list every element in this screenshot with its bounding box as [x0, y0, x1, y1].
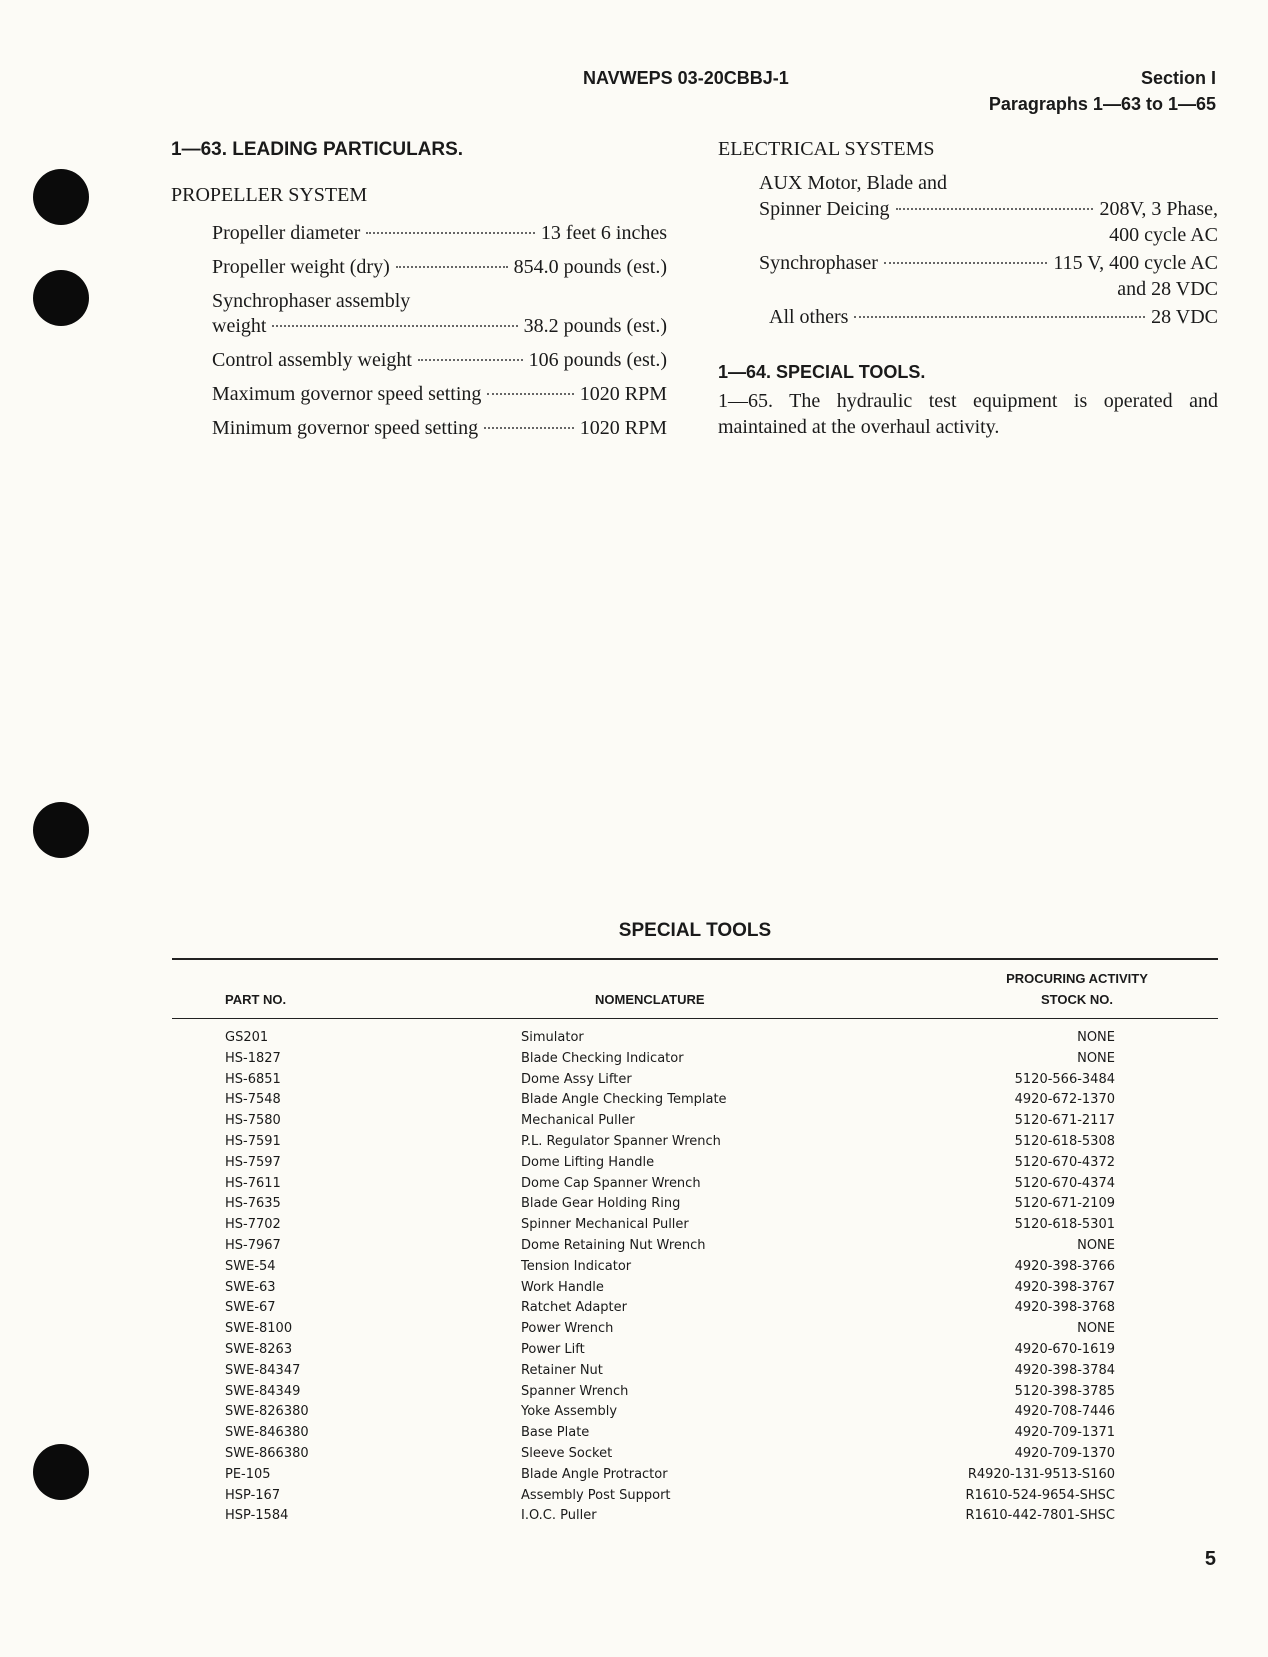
part-number: SWE-8263 [225, 1342, 293, 1357]
electrical-heading: ELECTRICAL SYSTEMS [718, 138, 935, 160]
part-number: HS-7548 [225, 1092, 281, 1108]
nomenclature: Ratchet Adapter [521, 1300, 627, 1316]
section-heading: 1—63. LEADING PARTICULARS. [171, 139, 464, 160]
stock-number: 5120-618-5301 [1014, 1217, 1115, 1233]
table-row [0, 1176, 1268, 1196]
nomenclature: Base Plate [521, 1425, 590, 1441]
stock-number: 5120-398-3785 [1014, 1383, 1115, 1399]
table-row [0, 1467, 1268, 1487]
part-number: PE-105 [225, 1466, 271, 1482]
nomenclature: Blade Gear Holding Ring [521, 1196, 681, 1212]
part-number: SWE-826380 [225, 1404, 309, 1420]
table-row [0, 1155, 1268, 1175]
part-number: HSP-1584 [225, 1508, 289, 1524]
part-number: HS-7967 [225, 1238, 281, 1253]
stock-number: 5120-618-5308 [1014, 1134, 1115, 1149]
nomenclature: Dome Cap Spanner Wrench [521, 1175, 701, 1191]
part-number: HS-7580 [225, 1113, 281, 1129]
nomenclature: Spanner Wrench [521, 1383, 629, 1399]
nomenclature: Retainer Nut [521, 1362, 603, 1378]
table-row [0, 1321, 1268, 1341]
part-number: HSP-167 [225, 1487, 281, 1503]
stock-number: 4920-398-3784 [1014, 1362, 1115, 1378]
part-number: SWE-63 [225, 1279, 276, 1295]
spec-row: All others 28 VDC [769, 306, 1218, 328]
paragraph-line: 1—65. The hydraulic test equipment is operated and [718, 390, 1218, 412]
stock-number: NONE [1077, 1050, 1115, 1066]
table-header-rule [172, 1018, 1218, 1019]
col-header-nomenclature: NOMENCLATURE [595, 992, 705, 1007]
nomenclature: Blade Angle Checking Template [521, 1092, 727, 1108]
table-row [0, 1488, 1268, 1508]
stock-number: R4920-131-9513-S160 [967, 1466, 1115, 1482]
spec-row: Minimum governor speed setting 1020 RPM [212, 417, 667, 439]
spec-row: weight 38.2 pounds (est.) [212, 315, 667, 337]
table-row [0, 1404, 1268, 1424]
part-number: HS-7702 [225, 1217, 281, 1233]
table-row [0, 1259, 1268, 1279]
part-number: SWE-846380 [225, 1425, 309, 1441]
part-number: SWE-8100 [225, 1321, 293, 1337]
nomenclature: Simulator [521, 1030, 584, 1045]
binder-hole [33, 802, 89, 858]
binder-hole [33, 169, 89, 225]
table-row [0, 1508, 1268, 1528]
paragraphs-label: Paragraphs 1—63 to 1—65 [988, 94, 1216, 114]
spec-label-line: Synchrophaser assembly [212, 290, 411, 312]
part-number: SWE-84349 [225, 1383, 301, 1399]
part-number: SWE-54 [225, 1258, 276, 1274]
spec-value-line: and 28 VDC [1117, 278, 1218, 300]
spec-row: Control assembly weight 106 pounds (est.) [212, 349, 667, 371]
part-number: HS-7635 [225, 1196, 281, 1212]
table-row [0, 1425, 1268, 1445]
nomenclature: Blade Checking Indicator [521, 1050, 684, 1066]
table-row [0, 1238, 1268, 1258]
spec-row: Maximum governor speed setting 1020 RPM [212, 383, 667, 405]
spec-row: Synchrophaser 115 V, 400 cycle AC [759, 252, 1218, 274]
spec-row: Propeller diameter 13 feet 6 inches [212, 222, 667, 244]
table-row [0, 1363, 1268, 1383]
table-row [0, 1300, 1268, 1320]
nomenclature: Power Lift [521, 1342, 585, 1357]
col-header-part: PART NO. [225, 992, 287, 1007]
part-number: HS-7597 [225, 1154, 281, 1170]
paragraph-line: maintained at the overhaul activity. [718, 416, 1000, 438]
page-number: 5 [1204, 1548, 1216, 1570]
table-row [0, 1384, 1268, 1404]
part-number: GS201 [225, 1030, 269, 1045]
subheading: PROPELLER SYSTEM [171, 184, 368, 206]
stock-number: 5120-671-2117 [1014, 1113, 1115, 1129]
part-number: SWE-84347 [225, 1362, 301, 1378]
table-row [0, 1280, 1268, 1300]
nomenclature: Tension Indicator [521, 1258, 632, 1274]
spec-row: Propeller weight (dry) 854.0 pounds (est.) [212, 256, 667, 278]
stock-number: 4920-709-1371 [1014, 1425, 1115, 1441]
stock-number: 4920-670-1619 [1014, 1342, 1115, 1357]
table-row [0, 1051, 1268, 1071]
nomenclature: Dome Retaining Nut Wrench [521, 1238, 706, 1253]
part-number: SWE-866380 [225, 1446, 309, 1461]
spec-row: Spinner Deicing 208V, 3 Phase, [759, 198, 1218, 220]
nomenclature: Assembly Post Support [521, 1487, 671, 1503]
stock-number: 4920-672-1370 [1014, 1092, 1115, 1108]
stock-number: 4920-709-1370 [1014, 1446, 1115, 1461]
nomenclature: Dome Lifting Handle [521, 1154, 655, 1170]
stock-number: R1610-524-9654-SHSC [965, 1487, 1115, 1503]
stock-number: 4920-398-3767 [1014, 1279, 1115, 1295]
stock-number: 5120-566-3484 [1014, 1071, 1115, 1087]
stock-number: NONE [1077, 1238, 1115, 1253]
part-number: HS-7591 [225, 1134, 281, 1149]
nomenclature: I.O.C. Puller [521, 1508, 597, 1524]
stock-number: 4920-708-7446 [1014, 1404, 1115, 1420]
part-number: HS-1827 [225, 1050, 281, 1066]
nomenclature: Spinner Mechanical Puller [521, 1217, 689, 1233]
stock-number: 5120-671-2109 [1014, 1196, 1115, 1212]
section-label: Section I [1140, 68, 1216, 88]
nomenclature: Blade Angle Protractor [521, 1466, 668, 1482]
special-tools-heading: 1—64. SPECIAL TOOLS. [718, 362, 926, 382]
stock-number: 4920-398-3768 [1014, 1300, 1115, 1316]
stock-number: NONE [1077, 1321, 1115, 1337]
table-row [0, 1113, 1268, 1133]
table-row [0, 1030, 1268, 1050]
nomenclature: Mechanical Puller [521, 1113, 635, 1129]
part-number: HS-7611 [225, 1175, 281, 1191]
binder-hole [33, 270, 89, 326]
nomenclature: Power Wrench [521, 1321, 614, 1337]
stock-number: R1610-442-7801-SHSC [965, 1508, 1115, 1524]
stock-number: 5120-670-4374 [1014, 1175, 1115, 1191]
col-header-stock: PROCURING ACTIVITY [1006, 971, 1148, 986]
table-title: SPECIAL TOOLS [618, 920, 772, 941]
table-row [0, 1092, 1268, 1112]
stock-number: 5120-670-4372 [1014, 1154, 1115, 1170]
nomenclature: P.L. Regulator Spanner Wrench [521, 1134, 721, 1149]
stock-number: NONE [1077, 1030, 1115, 1045]
stock-number: 4920-398-3766 [1014, 1258, 1115, 1274]
table-row [0, 1342, 1268, 1362]
table-row [0, 1134, 1268, 1154]
col-header-stock-line2: STOCK NO. [1041, 992, 1113, 1007]
document-id: NAVWEPS 03-20CBBJ-1 [583, 68, 789, 88]
table-row [0, 1196, 1268, 1216]
nomenclature: Work Handle [521, 1279, 604, 1295]
spec-label-line: AUX Motor, Blade and [759, 172, 948, 194]
nomenclature: Dome Assy Lifter [521, 1071, 632, 1087]
part-number: HS-6851 [225, 1071, 281, 1087]
part-number: SWE-67 [225, 1300, 276, 1316]
table-row [0, 1446, 1268, 1466]
nomenclature: Yoke Assembly [521, 1404, 618, 1420]
table-top-rule [172, 958, 1218, 960]
table-row [0, 1217, 1268, 1237]
nomenclature: Sleeve Socket [521, 1446, 613, 1461]
table-row [0, 1072, 1268, 1092]
spec-value-line: 400 cycle AC [1109, 224, 1218, 246]
